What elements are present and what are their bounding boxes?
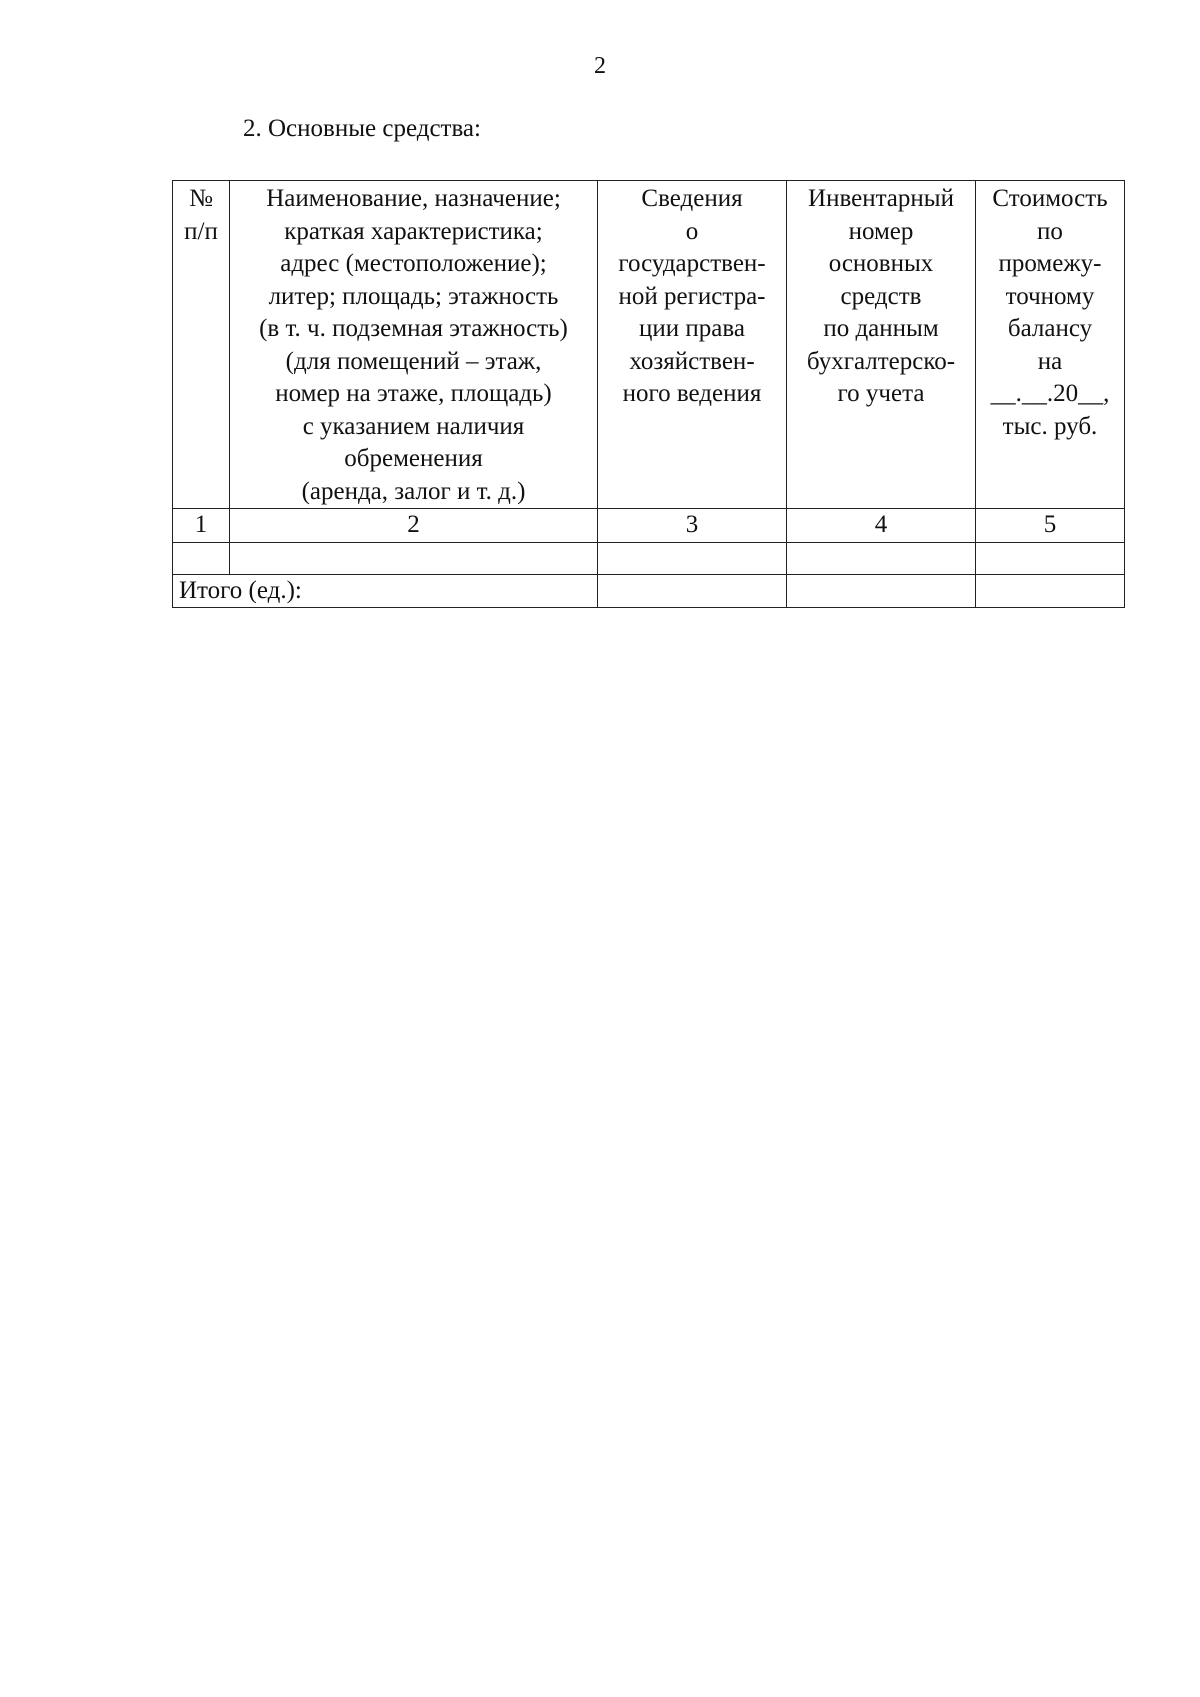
- header-line: номер на этаже, площадь): [275, 380, 552, 407]
- header-line: на: [1037, 347, 1063, 375]
- header-line: тыс. руб.: [1002, 412, 1098, 440]
- header-line: ного ведения: [622, 380, 762, 407]
- header-line: (в т. ч. подземная этажность): [259, 315, 568, 342]
- section-heading: 2. Основные средства:: [243, 115, 481, 142]
- header-line: ции права: [639, 315, 745, 342]
- header-line: точному: [1005, 282, 1095, 310]
- header-line: обременения: [344, 445, 483, 472]
- header-line: основных: [828, 250, 934, 277]
- header-line: п/п: [184, 217, 218, 245]
- column-number-cell: 1: [173, 509, 230, 543]
- header-line: о: [685, 217, 699, 245]
- data-cell: [230, 542, 598, 574]
- header-line: Наименование, назначение;: [266, 185, 561, 212]
- header-line: средств: [840, 282, 922, 310]
- table-header-row: [173, 181, 1125, 509]
- header-line: с указанием наличия: [302, 412, 525, 440]
- header-line: промежу-: [998, 250, 1102, 277]
- header-line: бухгалтерско-: [806, 347, 956, 375]
- total-row: [173, 574, 1125, 608]
- column-number-cell: 2: [230, 509, 598, 543]
- header-line: номер: [848, 217, 914, 245]
- header-cell-number: [173, 181, 230, 509]
- data-cell: [598, 542, 787, 574]
- column-number-row: [173, 509, 1125, 543]
- column-number-cell: 5: [976, 509, 1125, 543]
- header-line: Сведения: [641, 185, 743, 212]
- header-line: адрес (местоположение);: [280, 250, 547, 277]
- data-cell: [787, 542, 976, 574]
- header-line: го учета: [837, 380, 925, 407]
- header-line: краткая характеристика;: [284, 217, 543, 245]
- header-line: ной регистра-: [618, 282, 766, 310]
- header-cell-inventory-number: [787, 181, 976, 509]
- header-line: балансу: [1007, 315, 1093, 342]
- header-line: (аренда, залог и т. д.): [301, 477, 526, 505]
- total-value-cell: [598, 574, 787, 608]
- header-line: Стоимость: [992, 185, 1108, 212]
- header-line: по данным: [823, 315, 939, 342]
- header-line: Инвентарный: [808, 185, 954, 212]
- header-line: __.__.20__,: [990, 380, 1110, 407]
- header-cell-name-description: [230, 181, 598, 509]
- column-number-cell: 3: [598, 509, 787, 543]
- header-line: (для помещений – этаж,: [285, 347, 542, 375]
- header-line: по: [1037, 217, 1063, 245]
- column-number-cell: 4: [787, 509, 976, 543]
- fixed-assets-table: [172, 180, 1125, 608]
- data-cell: [976, 542, 1125, 574]
- header-line: литер; площадь; этажность: [268, 282, 559, 310]
- header-line: хозяйствен-: [629, 347, 755, 375]
- table-row: [173, 542, 1125, 574]
- header-line: №: [189, 185, 213, 212]
- total-value-cell: [976, 574, 1125, 608]
- total-label: Итого (ед.):: [173, 574, 598, 608]
- header-cell-registration-info: [598, 181, 787, 509]
- page-number: 2: [594, 53, 606, 79]
- header-cell-cost: [976, 181, 1125, 509]
- total-value-cell: [787, 574, 976, 608]
- data-cell: [173, 542, 230, 574]
- header-line: государствен-: [618, 250, 766, 277]
